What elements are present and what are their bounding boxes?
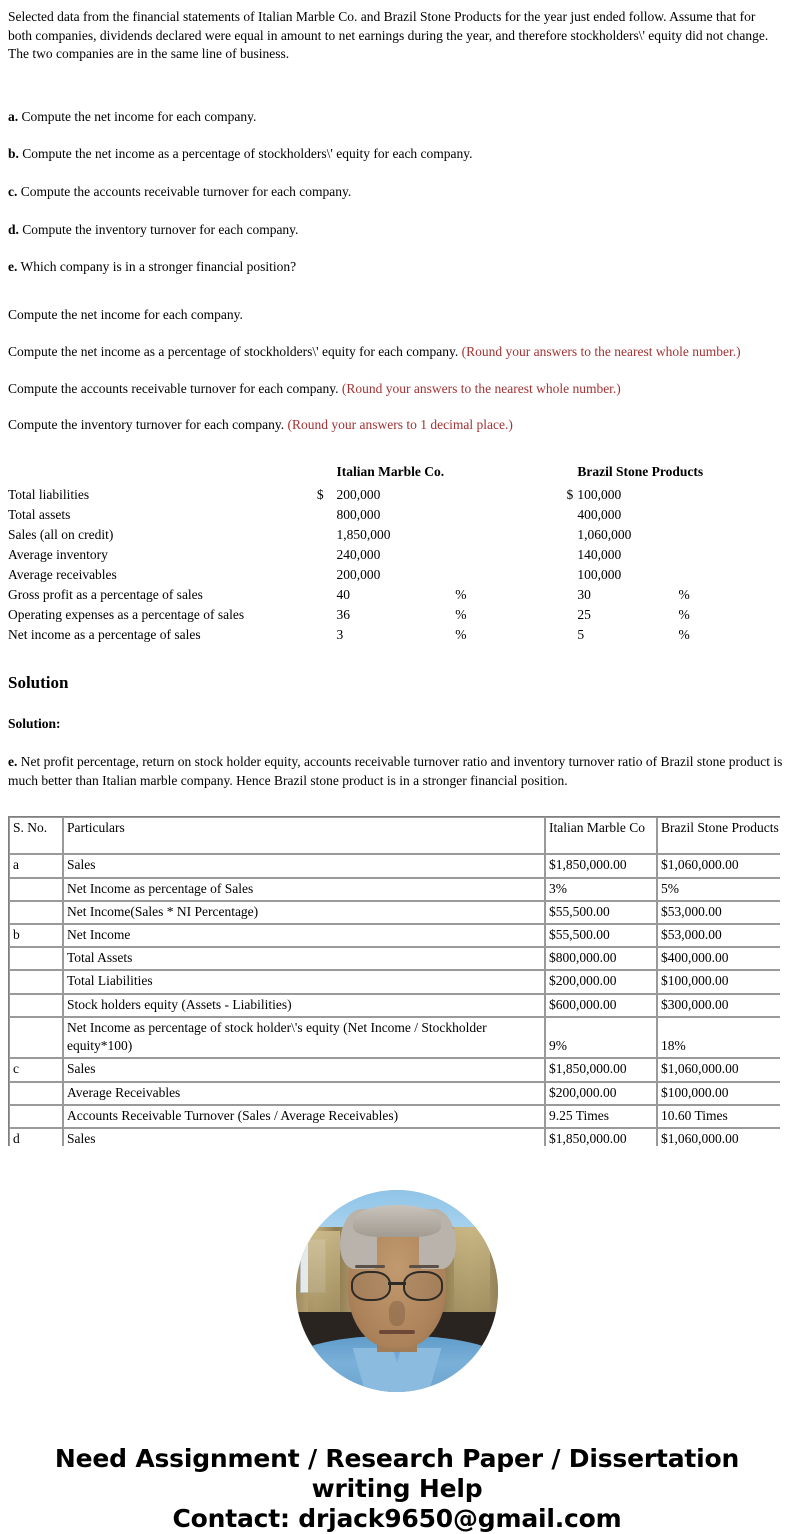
table-row: [8, 585, 768, 605]
avatar-eyeglasses-left-lens: [351, 1271, 391, 1301]
avatar-hair-top: [353, 1205, 442, 1237]
question-letter-b: b.: [8, 146, 19, 162]
table-row: [9, 1058, 780, 1081]
instruction-1-text: Compute the net income for each company.: [8, 306, 243, 322]
given-row-italian-pct: %: [455, 607, 467, 623]
given-row-brazil-value: 100,000: [577, 486, 622, 502]
solution-cell-particulars: Net Income as percentage of Sales: [63, 878, 545, 901]
given-data-table: [8, 462, 768, 645]
given-row-italian-symbol: [317, 565, 337, 585]
given-row-italian-symbol: [317, 585, 337, 605]
table-row: [8, 525, 768, 545]
solution-cell-brazil: $1,060,000.00: [657, 854, 780, 877]
table-header-row: [8, 462, 768, 484]
avatar-background-panel-right: [454, 1227, 490, 1324]
question-list: [0, 108, 794, 276]
solution-answer-paragraph: [8, 753, 786, 790]
instruction-2: [8, 343, 794, 361]
photo-block: [0, 1190, 794, 1396]
given-row-brazil-pct: %: [678, 607, 690, 623]
instruction-list: [0, 306, 794, 435]
footer-promo: [0, 1444, 794, 1534]
solution-cell-brazil: 18%: [657, 1017, 780, 1058]
solution-cell-particulars: Sales: [63, 1128, 545, 1146]
given-row-brazil-value: 1,060,000: [577, 526, 632, 542]
solution-cell-particulars: Accounts Receivable Turnover (Sales / Average Receivables): [63, 1105, 545, 1128]
question-letter-a: a.: [8, 108, 19, 124]
given-row-brazil-pct: %: [678, 627, 690, 643]
given-row-brazil-pct: %: [678, 587, 690, 603]
solution-cell-brazil: 10.60 Times: [657, 1105, 780, 1128]
given-row-brazil-symbol: $: [566, 486, 574, 502]
given-row-label: Gross profit as a percentage of sales: [8, 587, 203, 603]
given-row-italian-value: 800,000: [336, 506, 381, 522]
solution-cell-sno: [9, 970, 63, 993]
table-row: [8, 505, 768, 525]
solution-header-brazil: Brazil Stone Products: [657, 817, 780, 854]
table-row: [8, 625, 768, 645]
instruction-2-note: (Round your answers to the nearest whole number.): [461, 343, 741, 359]
question-text-b: Compute the net income as a percentage of stockholders\' equity for each company.: [22, 146, 473, 162]
solution-cell-sno: [9, 947, 63, 970]
table-row: [8, 605, 768, 625]
solution-cell-sno: [9, 878, 63, 901]
solution-cell-brazil: $100,000.00: [657, 1082, 780, 1105]
avatar-mouth: [379, 1330, 415, 1334]
solution-cell-sno: [9, 994, 63, 1017]
footer-line-1: Need Assignment / Research Paper / Dissertation: [54, 1444, 740, 1474]
instruction-1: [8, 306, 794, 324]
question-letter-d: d.: [8, 221, 19, 237]
given-row-label: Total liabilities: [8, 486, 90, 502]
avatar-eyeglasses-bridge: [388, 1282, 406, 1285]
question-item-e: [8, 258, 794, 276]
table-header-row: [9, 817, 780, 854]
question-text-c: Compute the accounts receivable turnover for each company.: [20, 183, 352, 199]
solution-header-italian: Italian Marble Co: [545, 817, 657, 854]
solution-cell-italian: 9%: [545, 1017, 657, 1058]
given-row-italian-value: 200,000: [336, 566, 381, 582]
solution-cell-italian: $55,500.00: [545, 924, 657, 947]
table-row: [8, 485, 768, 505]
solution-header-particulars: Particulars: [63, 817, 545, 854]
solution-cell-particulars: Net Income: [63, 924, 545, 947]
solution-table: [8, 816, 780, 1146]
avatar-eyebrow-left: [355, 1265, 385, 1268]
table-row: [9, 1105, 780, 1128]
given-row-label: Total assets: [8, 506, 71, 522]
given-row-brazil-symbol: [566, 585, 577, 605]
given-header-italian: Italian Marble Co.: [336, 464, 445, 480]
solution-cell-sno: [9, 901, 63, 924]
given-data-header: [8, 462, 768, 484]
solution-cell-brazil: $53,000.00: [657, 901, 780, 924]
given-row-italian-symbol: [317, 545, 337, 565]
question-text-e: Which company is in a stronger financial position?: [20, 259, 297, 275]
table-row: [8, 545, 768, 565]
table-row: [9, 970, 780, 993]
given-row-italian-symbol: [317, 505, 337, 525]
given-row-brazil-pct: [658, 505, 768, 525]
given-row-italian-pct: %: [455, 587, 467, 603]
given-row-italian-pct: [437, 505, 566, 525]
table-row: [9, 878, 780, 901]
solution-cell-sno: b: [9, 924, 63, 947]
solution-cell-particulars: Total Assets: [63, 947, 545, 970]
solution-heading: Solution: [8, 673, 69, 693]
given-row-italian-symbol: $: [316, 486, 324, 502]
solution-cell-particulars: Net Income as percentage of stock holder\'s equity (Net Income / Stockholder equity*100): [63, 1017, 545, 1058]
table-row: [9, 901, 780, 924]
given-row-brazil-pct: [658, 525, 768, 545]
given-row-brazil-value: 100,000: [577, 566, 622, 582]
given-row-italian-pct: [437, 525, 566, 545]
given-row-brazil-pct: [658, 485, 768, 505]
solution-cell-sno: [9, 1105, 63, 1128]
table-row: [9, 1082, 780, 1105]
solution-cell-italian: 3%: [545, 878, 657, 901]
given-row-italian-pct: [437, 485, 566, 505]
solution-cell-italian: 9.25 Times: [545, 1105, 657, 1128]
given-row-italian-pct: [437, 545, 566, 565]
instruction-2-text: Compute the net income as a percentage of stockholders\' equity for each company.: [8, 343, 459, 359]
solution-cell-sno: d: [9, 1128, 63, 1146]
instruction-4-text: Compute the inventory turnover for each company.: [8, 417, 285, 433]
solution-header-sno: S. No.: [9, 817, 63, 854]
given-row-italian-value: 200,000: [336, 486, 381, 502]
solution-answer-letter: e.: [8, 754, 18, 770]
given-row-italian-value: 40: [336, 587, 351, 603]
table-row: [9, 947, 780, 970]
solution-cell-brazil: $100,000.00: [657, 970, 780, 993]
instruction-4-note: (Round your answers to 1 decimal place.): [287, 417, 513, 433]
given-row-brazil-symbol: [566, 625, 577, 645]
solution-cell-italian: $200,000.00: [545, 970, 657, 993]
given-row-italian-symbol: [317, 605, 337, 625]
solution-answer-text: Net profit percentage, return on stock holder equity, accounts receivable turnover ratio and inventory turnover ratio of Brazil stone product is much better than Italian marble company. Hence Brazil stone product is in a stronger financial position.: [8, 754, 783, 788]
solution-cell-brazil: $1,060,000.00: [657, 1058, 780, 1081]
footer-line-3: Contact: drjack9650@gmail.com: [172, 1504, 622, 1534]
question-item-d: [8, 221, 794, 239]
given-row-label: Sales (all on credit): [8, 526, 114, 542]
given-row-italian-value: 1,850,000: [336, 526, 391, 542]
given-row-brazil-value: 25: [577, 607, 591, 623]
given-data-body: [8, 485, 768, 646]
given-row-label: Operating expenses as a percentage of sales: [8, 607, 245, 623]
solution-cell-italian: $55,500.00: [545, 901, 657, 924]
intro-paragraph: Selected data from the financial statements of Italian Marble Co. and Brazil Stone Products for the year just ended follow. Assume that for both companies, dividends declared were equal in amount to net earnings during the year, and therefore stockholders\' equity did not change. The two companies are in the same line of business.: [8, 9, 769, 62]
instruction-4: [8, 416, 794, 434]
solution-cell-sno: [9, 1017, 63, 1058]
given-header-blank: [8, 462, 317, 484]
instruction-3-note: (Round your answers to the nearest whole number.): [341, 380, 621, 396]
solution-cell-sno: [9, 1082, 63, 1105]
given-row-brazil-value: 400,000: [577, 506, 622, 522]
solution-cell-italian: $1,850,000.00: [545, 1058, 657, 1081]
question-item-a: [8, 108, 794, 126]
given-row-brazil-pct: [658, 565, 768, 585]
given-row-brazil-symbol: [566, 605, 577, 625]
solution-cell-sno: c: [9, 1058, 63, 1081]
solution-cell-brazil: $1,060,000.00: [657, 1128, 780, 1146]
table-row: [9, 854, 780, 877]
solution-cell-particulars: Net Income(Sales * NI Percentage): [63, 901, 545, 924]
solution-cell-brazil: $53,000.00: [657, 924, 780, 947]
avatar-eyebrow-right: [409, 1265, 439, 1268]
given-row-italian-value: 240,000: [336, 546, 381, 562]
given-row-brazil-symbol: [566, 545, 577, 565]
table-row: [9, 994, 780, 1017]
solution-cell-particulars: Total Liabilities: [63, 970, 545, 993]
given-row-italian-pct: %: [455, 627, 467, 643]
avatar-eyeglasses-right-lens: [403, 1271, 443, 1301]
given-row-label: Average receivables: [8, 566, 117, 582]
table-row: [9, 1017, 780, 1058]
solution-cell-italian: $800,000.00: [545, 947, 657, 970]
given-row-brazil-symbol: [566, 565, 577, 585]
question-item-c: [8, 183, 794, 201]
given-row-brazil-symbol: [566, 505, 577, 525]
instruction-3-text: Compute the accounts receivable turnover for each company.: [8, 380, 339, 396]
given-row-italian-value: 3: [336, 627, 344, 643]
solution-cell-italian: $200,000.00: [545, 1082, 657, 1105]
given-header-spacer-2: [566, 462, 577, 484]
question-item-b: [8, 145, 794, 163]
solution-table-container: [8, 816, 780, 1146]
solution-cell-italian: $1,850,000.00: [545, 1128, 657, 1146]
given-row-label: Net income as a percentage of sales: [8, 627, 201, 643]
given-row-brazil-pct: [658, 545, 768, 565]
given-row-brazil-value: 30: [577, 587, 591, 603]
given-row-italian-symbol: [317, 625, 337, 645]
question-text-a: Compute the net income for each company.: [21, 108, 257, 124]
solution-cell-brazil: $400,000.00: [657, 947, 780, 970]
table-row: [8, 565, 768, 585]
given-row-brazil-symbol: [566, 525, 577, 545]
given-row-italian-symbol: [317, 525, 337, 545]
instruction-3: [8, 380, 794, 398]
question-letter-e: e.: [8, 259, 18, 275]
given-row-italian-pct: [437, 565, 566, 585]
solution-cell-particulars: Stock holders equity (Assets - Liabilities): [63, 994, 545, 1017]
table-row: [9, 924, 780, 947]
solution-cell-italian: $600,000.00: [545, 994, 657, 1017]
given-row-brazil-value: 140,000: [577, 546, 622, 562]
solution-subheading: Solution:: [8, 716, 61, 732]
avatar: [296, 1190, 498, 1392]
solution-cell-italian: $1,850,000.00: [545, 854, 657, 877]
given-row-brazil-value: 5: [577, 627, 585, 643]
avatar-nose: [389, 1301, 405, 1325]
solution-cell-brazil: 5%: [657, 878, 780, 901]
given-row-label: Average inventory: [8, 546, 108, 562]
footer-line-2: writing Help: [311, 1474, 483, 1504]
given-header-spacer-1: [317, 462, 337, 484]
table-row: [9, 1128, 780, 1146]
question-text-d: Compute the inventory turnover for each company.: [22, 221, 299, 237]
solution-cell-particulars: Sales: [63, 1058, 545, 1081]
solution-cell-sno: a: [9, 854, 63, 877]
solution-cell-brazil: $300,000.00: [657, 994, 780, 1017]
solution-cell-particulars: Sales: [63, 854, 545, 877]
given-row-italian-value: 36: [336, 607, 351, 623]
given-header-brazil: Brazil Stone Products: [577, 464, 704, 480]
avatar-background-panel-left: [308, 1231, 340, 1324]
solution-cell-particulars: Average Receivables: [63, 1082, 545, 1105]
question-letter-c: c.: [8, 183, 18, 199]
